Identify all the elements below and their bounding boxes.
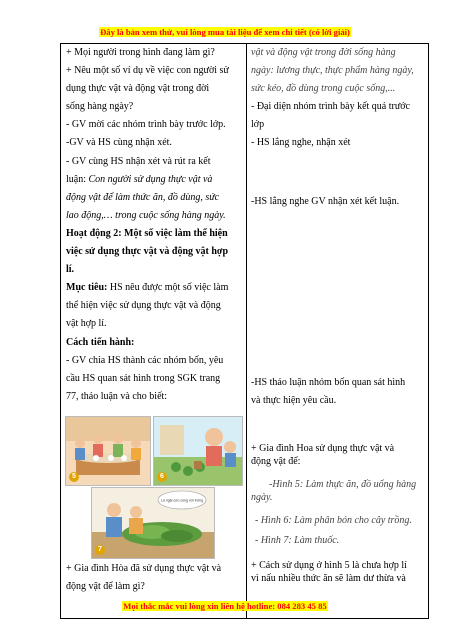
student-activities-block — [251, 374, 426, 410]
figure-5-family-meal — [65, 416, 151, 486]
figure-number-badge: 5 — [69, 472, 79, 482]
text-line: động vật để: — [251, 456, 301, 467]
column-divider — [246, 44, 247, 618]
text-line: ngày: lương thực, thực phẩm hàng ngày, — [251, 65, 414, 77]
activity-heading: lí. — [66, 264, 75, 276]
text-line: 77, thảo luận và cho biết: — [66, 390, 168, 402]
text-line: lao động,… trong cuộc sống hàng ngày. — [66, 209, 226, 221]
text-line: sống hàng ngày? — [66, 101, 134, 113]
text-line: luận: Con người sử dụng thực vật và — [66, 173, 213, 185]
text-line: thể hiện việc sử dụng thực vật và động — [66, 300, 221, 312]
text-line: - GV mời các nhóm trình bày trước lớp. — [66, 119, 226, 131]
text-line: -GV và HS cùng nhận xét. — [66, 137, 172, 149]
text-line: cầu HS quan sát hình trong SGK trang — [66, 372, 221, 384]
student-answer-block — [251, 442, 426, 468]
text-line: + Cách sử dụng ở hình 5 là chưa hợp lí — [251, 560, 407, 571]
text-line: + Gia đình Hòa đã sử dụng thực vật và — [66, 563, 222, 574]
text-line: vật và động vật trong đời sống hàng — [251, 47, 396, 58]
text-line: sức kéo, đồ dùng trong cuộc sống,... — [251, 83, 396, 95]
text-line: -Hình 5: Làm thực ăn, đồ uống hàng — [269, 479, 417, 490]
text-line: - Hình 7: Làm thuốc. — [255, 535, 340, 546]
figure-number-badge: 7 — [95, 545, 105, 555]
text-line: và thực hiện yêu cầu. — [251, 395, 337, 407]
text-line: Mục tiêu: HS nêu được một số việc làm — [66, 282, 229, 294]
student-answer-block — [251, 478, 426, 504]
text-line: vật hợp lí. — [66, 318, 107, 330]
text-line: - Đại diện nhóm trình bày kết quả trước — [251, 101, 410, 113]
text-line: - Hình 6: Làm phân bón cho cây trồng. — [255, 515, 412, 526]
text-line: -HS lắng nghe GV nhận xét kết luận. — [251, 196, 400, 207]
student-answer-block — [251, 534, 426, 547]
activity-heading: việc sử dụng thực vật và động vật hợp — [66, 246, 229, 258]
figure-number-badge: 6 — [157, 472, 167, 482]
text-line: - GV cùng HS nhận xét và rút ra kết — [66, 155, 211, 167]
figure-6-garden — [153, 416, 243, 486]
text-line: -HS thảo luận nhóm bốn quan sát hình — [251, 377, 406, 388]
text-line: - GV chia HS thành các nhóm bốn, yêu — [66, 354, 224, 366]
text-line: động vật để làm gì? — [66, 581, 145, 593]
footer-notice: Mọi thắc mắc vui lòng xin liên hệ hotline: 084 283 45 85 — [123, 601, 327, 611]
text-line: ngày. — [251, 492, 273, 503]
speech-bubble-text: Lá ngải cứu cùng với trứng — [160, 498, 204, 503]
student-answer-block — [251, 559, 426, 585]
activity-heading: Hoạt động 2: Một số việc làm thể hiện — [66, 227, 228, 239]
text-line: động vật để làm thức ăn, đồ dùng, sức — [66, 191, 220, 203]
text-line: + Nêu một số ví dụ về việc con người sử — [66, 65, 229, 77]
student-activities-block — [251, 193, 426, 211]
herbal-leaves-illustration — [92, 488, 214, 558]
lesson-table — [60, 43, 429, 619]
header-notice: Đây là bản xem thử, vui lòng mua tài liệu để xem chi tiết (có lời giải) — [100, 27, 350, 37]
text-line: + Mọi người trong hình đang làm gì? — [66, 47, 215, 58]
text-line: lớp — [251, 119, 265, 131]
text-line: + Gia đình Hoa sử dụng thực vật và — [251, 443, 395, 454]
student-answer-block — [251, 514, 426, 527]
figure-7-herbal-leaves — [91, 487, 215, 559]
student-activities-column — [251, 44, 426, 153]
garden-illustration — [154, 417, 242, 485]
text-line: vì nấu nhiều thức ăn sẽ làm dư thừa và — [251, 573, 406, 584]
text-line: - HS lắng nghe, nhận xét — [251, 137, 351, 149]
text-line: dụng thực vật và động vật trong đời — [66, 83, 210, 95]
teacher-activities-column — [66, 44, 243, 406]
procedure-heading: Cách tiến hành: — [66, 336, 135, 348]
teacher-activities-continued — [66, 560, 243, 596]
